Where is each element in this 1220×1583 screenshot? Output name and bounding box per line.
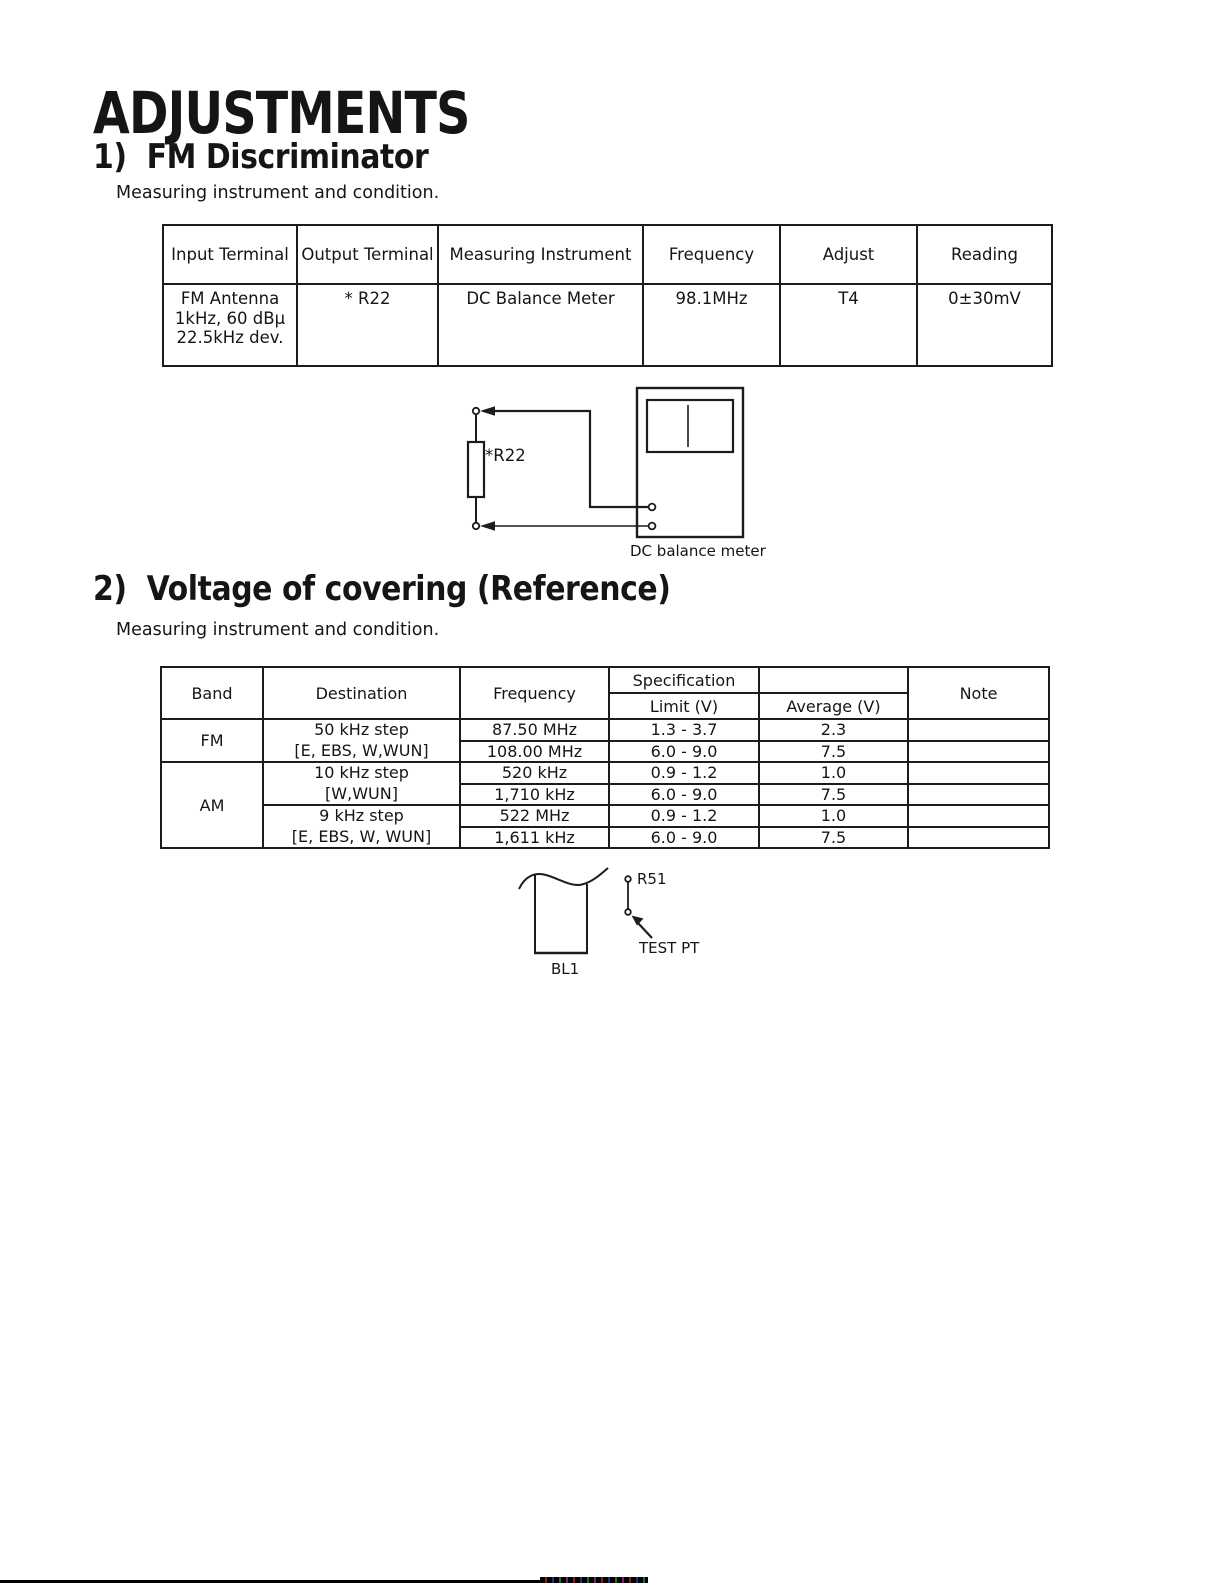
table2-header-specification: Specification bbox=[609, 667, 759, 693]
r51-label: R51 bbox=[637, 870, 667, 888]
cell-average: 1.0 bbox=[759, 762, 908, 784]
bl1-label: BL1 bbox=[551, 960, 580, 978]
input-line-3: 22.5kHz dev. bbox=[176, 328, 284, 347]
cell-output-terminal: * R22 bbox=[297, 284, 438, 366]
cell-note bbox=[908, 784, 1049, 806]
cell-freq: 87.50 MHz bbox=[460, 719, 609, 741]
table2-header-band: Band bbox=[161, 667, 263, 719]
cell-freq: 108.00 MHz bbox=[460, 741, 609, 763]
cell-dest-am-10k bbox=[263, 762, 460, 805]
resistor-body bbox=[468, 442, 484, 497]
cell-reading: 0±30mV bbox=[917, 284, 1052, 366]
table2-row-am-1 bbox=[161, 762, 1049, 784]
cell-note bbox=[908, 741, 1049, 763]
arrowhead-bottom bbox=[480, 521, 495, 531]
cell-limit: 6.0 - 9.0 bbox=[609, 784, 759, 806]
table2-header-frequency: Frequency bbox=[460, 667, 609, 719]
table1-header-output: Output Terminal bbox=[297, 225, 438, 284]
meter-connector-lower bbox=[649, 523, 656, 530]
cell-average: 7.5 bbox=[759, 784, 908, 806]
cell-average: 2.3 bbox=[759, 719, 908, 741]
cell-limit: 6.0 - 9.0 bbox=[609, 827, 759, 849]
fm-discriminator-table bbox=[162, 224, 1053, 367]
cell-note bbox=[908, 805, 1049, 827]
table2-row-fm-1 bbox=[161, 719, 1049, 741]
cell-limit: 6.0 - 9.0 bbox=[609, 741, 759, 763]
cell-average: 7.5 bbox=[759, 827, 908, 849]
fm-discriminator-diagram bbox=[440, 370, 780, 570]
cell-frequency: 98.1MHz bbox=[643, 284, 780, 366]
test-pt-label: TEST PT bbox=[639, 939, 700, 957]
table2-header-row-1 bbox=[161, 667, 1049, 693]
table1-header-frequency: Frequency bbox=[643, 225, 780, 284]
test-pt-arrowhead bbox=[632, 916, 644, 926]
dest-line: 50 kHz step bbox=[314, 720, 409, 739]
terminal-bottom bbox=[473, 523, 479, 529]
section2-heading: 2) Voltage of covering (Reference) bbox=[93, 569, 671, 609]
cell-freq: 1,611 kHz bbox=[460, 827, 609, 849]
cell-input-terminal bbox=[163, 284, 297, 366]
block-torn-edge bbox=[519, 868, 608, 889]
cell-limit: 0.9 - 1.2 bbox=[609, 762, 759, 784]
test-pt-arrow-line bbox=[638, 923, 652, 938]
page-title: ADJUSTMENTS bbox=[93, 79, 470, 147]
voltage-covering-table bbox=[160, 666, 1050, 849]
cell-average: 7.5 bbox=[759, 741, 908, 763]
cell-dest-fm bbox=[263, 719, 460, 762]
table1-header-instrument: Measuring Instrument bbox=[438, 225, 643, 284]
footer-cutoff-text-sliver bbox=[540, 1577, 648, 1583]
arrowhead-top bbox=[480, 406, 495, 416]
cell-freq: 520 kHz bbox=[460, 762, 609, 784]
table1-header-input: Input Terminal bbox=[163, 225, 297, 284]
cell-note bbox=[908, 719, 1049, 741]
table2-header-limit: Limit (V) bbox=[609, 693, 759, 719]
dest-line: [E, EBS, W, WUN] bbox=[291, 826, 432, 846]
meter-screen bbox=[647, 400, 733, 452]
table2-header-note: Note bbox=[908, 667, 1049, 719]
cell-limit: 1.3 - 3.7 bbox=[609, 719, 759, 741]
input-line-2: 1kHz, 60 dBμ bbox=[174, 308, 286, 328]
table1-header-adjust: Adjust bbox=[780, 225, 917, 284]
cell-freq: 522 MHz bbox=[460, 805, 609, 827]
table2-header-destination: Destination bbox=[263, 667, 460, 719]
meter-connector-upper bbox=[649, 504, 656, 511]
cell-band-am: AM bbox=[161, 762, 263, 848]
r51-terminal-bottom bbox=[625, 909, 631, 915]
cell-limit: 0.9 - 1.2 bbox=[609, 805, 759, 827]
table2-header-average: Average (V) bbox=[759, 693, 908, 719]
meter-body bbox=[637, 388, 743, 537]
cell-band-fm: FM bbox=[161, 719, 263, 762]
cell-note bbox=[908, 762, 1049, 784]
section1-intro: Measuring instrument and condition. bbox=[116, 183, 440, 203]
cell-note bbox=[908, 827, 1049, 849]
cell-freq: 1,710 kHz bbox=[460, 784, 609, 806]
cell-adjust: T4 bbox=[780, 284, 917, 366]
table1-header-reading: Reading bbox=[917, 225, 1052, 284]
cell-dest-am-9k bbox=[263, 805, 460, 848]
dest-line: [E, EBS, W,WUN] bbox=[294, 740, 429, 760]
terminal-top bbox=[473, 408, 479, 414]
section1-heading: 1) FM Discriminator bbox=[93, 137, 429, 177]
test-point-diagram bbox=[490, 845, 750, 985]
r51-terminal-top bbox=[625, 876, 631, 882]
dest-line: [W,WUN] bbox=[325, 783, 398, 803]
section2-intro: Measuring instrument and condition. bbox=[116, 620, 440, 640]
table1-header-row bbox=[163, 225, 1052, 284]
input-line-1: FM Antenna bbox=[180, 289, 280, 308]
cell-instrument: DC Balance Meter bbox=[438, 284, 643, 366]
cell-average: 1.0 bbox=[759, 805, 908, 827]
dest-line: 9 kHz step bbox=[319, 806, 404, 825]
resistor-label: *R22 bbox=[485, 446, 526, 465]
table2-row-am-3 bbox=[161, 805, 1049, 827]
table2-header-spec-empty bbox=[759, 667, 908, 693]
dest-line: 10 kHz step bbox=[314, 763, 409, 782]
table1-data-row bbox=[163, 284, 1052, 366]
meter-label: DC balance meter bbox=[630, 542, 766, 560]
